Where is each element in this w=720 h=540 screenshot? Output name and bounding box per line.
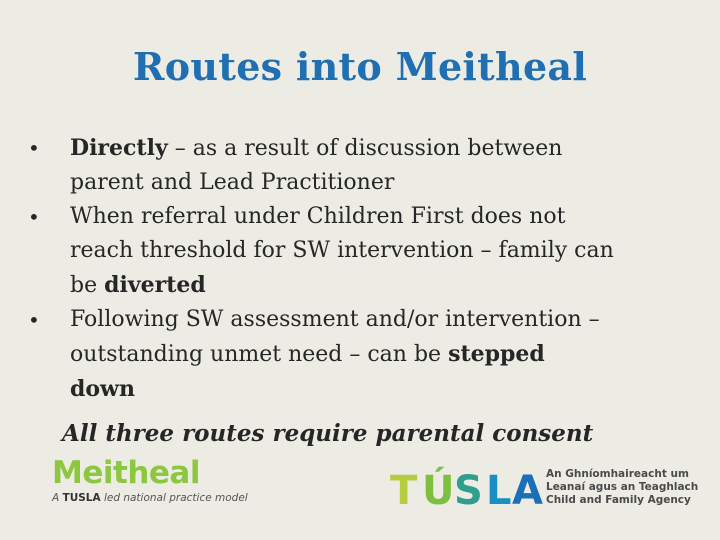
meitheal-logo-tagline <box>52 491 252 505</box>
bullet-line <box>70 337 698 372</box>
bullet-text: When referral under Children First does not <box>70 204 566 229</box>
tagline-brand: TUSLA <box>62 492 101 504</box>
bullet-text: parent and Lead Practitioner <box>70 170 395 195</box>
consent-note: All three routes require parental consent <box>62 420 594 447</box>
tagline-suffix: led national practice model <box>103 492 248 504</box>
bullet-emphasis: down <box>70 376 135 402</box>
meitheal-logo-word: Meitheal <box>52 455 200 491</box>
bullet-text: reach threshold for SW intervention – family can <box>70 238 614 263</box>
bullet-emphasis: stepped <box>448 341 545 367</box>
bullet-line <box>70 268 698 303</box>
tusla-logo <box>388 462 548 510</box>
tusla-logo-mark <box>388 462 548 510</box>
bullet-dot: • <box>28 308 40 332</box>
bullet-item <box>28 131 698 200</box>
bullet-line <box>70 372 698 407</box>
bullet-line <box>70 234 698 268</box>
bullet-line <box>70 131 698 166</box>
agency-line-english: Child and Family Agency <box>546 494 691 506</box>
agency-line-irish-2: Leanaí agus an Teaghlach <box>546 481 699 493</box>
bullet-dot: • <box>28 205 40 229</box>
bullet-text: be <box>70 273 105 298</box>
bullet-emphasis: Directly <box>70 135 168 161</box>
bullet-text: – as a result of discussion between <box>167 136 563 161</box>
tusla-letter: A <box>512 468 543 510</box>
meitheal-logo <box>52 456 252 508</box>
agency-line-irish-1: An Ghníomhaireacht um <box>546 468 689 480</box>
tusla-letter: T <box>390 468 418 510</box>
bullet-item <box>28 200 698 303</box>
bullet-text: outstanding unmet need – can be <box>70 342 449 367</box>
bullet-list <box>28 131 698 407</box>
bullet-line <box>70 200 698 234</box>
bullet-text: Following SW assessment and/or intervention – <box>70 307 600 332</box>
bullet-item <box>28 303 698 407</box>
slide-title: Routes into Meitheal <box>132 44 588 89</box>
bullet-line <box>70 303 698 337</box>
tusla-agency-name <box>546 468 716 507</box>
bullet-dot: • <box>28 136 40 160</box>
bullet-emphasis: diverted <box>104 272 206 298</box>
bullet-line <box>70 166 698 200</box>
tagline-prefix: A <box>52 492 60 504</box>
tusla-letter: S <box>454 468 483 510</box>
tusla-letter: Ú <box>422 468 455 510</box>
tusla-letter: L <box>486 468 512 510</box>
